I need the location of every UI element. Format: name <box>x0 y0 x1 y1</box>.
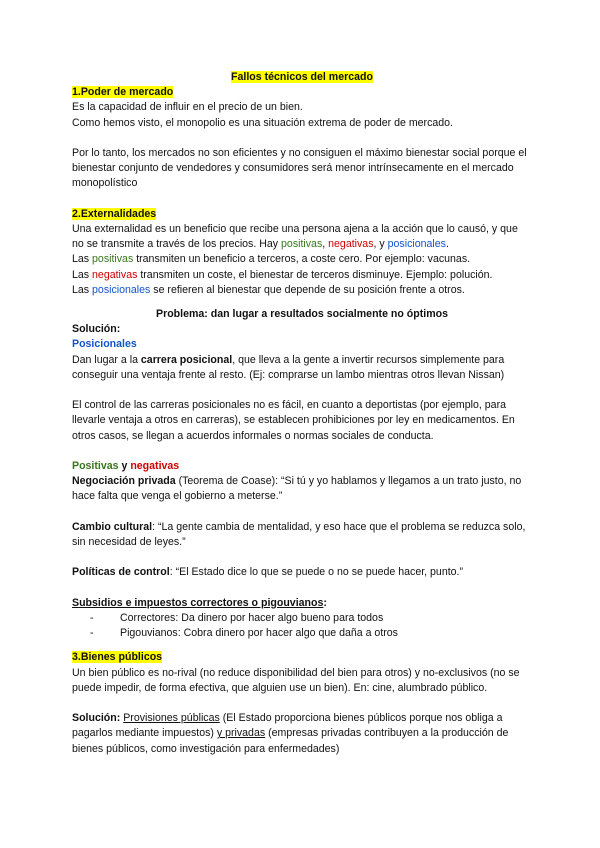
negociacion-privada: Negociación privada (Teorema de Coase): “Si tú y yo hablamos y llegamos a un trato justo, no hace falta que venga el gobierno a meterse.” <box>72 475 522 503</box>
posneg-heading: Positivas y negativas <box>72 460 180 473</box>
list-item: - Pigouvianos: Cobra dinero por hacer algo que daña a otros <box>90 626 532 641</box>
document-page <box>72 70 532 757</box>
posicionales-p2: El control de las carreras posicionales no es fácil, en cuanto a deportistas (por ejemplo, para llevarle ventaja a otros en carreras), se establecen prohibiciones por ley en medicamentos. En otros casos, se llegan a acuerdos informales o normas sociales de conducta. <box>72 399 515 442</box>
s2-negativas-line: Las negativas transmiten un coste, el bienestar de terceros disminuye. Ejemplo: polución. <box>72 268 493 281</box>
s2-positivas-line: Las positivas transmiten un beneficio a terceros, a coste cero. Por ejemplo: vacunas. <box>72 253 471 266</box>
list-item: - Correctores: Da dinero por hacer algo bueno para todos <box>90 611 532 626</box>
s2-intro: Una externalidad es un beneficio que recibe una persona ajena a la acción que lo causó, y que no se transmite a través de los precios. Hay positivas, negativas, y posicionales. <box>72 223 518 251</box>
s1-line2: Como hemos visto, el monopolio es una situación extrema de poder de mercado. <box>72 116 453 129</box>
s3-solucion: Solución: Provisiones públicas (El Estado proporciona bienes públicos porque nos obliga a pagarlos mediante impuestos) y privadas (empresas privadas contribuyen a la producción de bienes públicos, como investigación para enfermedades) <box>72 712 509 755</box>
s2-posicionales-line: Las posicionales se refieren al bienestar que depende de su posición frente a otros. <box>72 283 465 296</box>
s1-line1: Es la capacidad de influir en el precio de un bien. <box>72 101 303 114</box>
politicas-control: Políticas de control: “El Estado dice lo que se puede o no se puede hacer, punto.” <box>72 566 464 579</box>
subsidios-heading: Subsidios e impuestos correctores o pigouvianos: <box>72 596 327 609</box>
subsidios-list <box>72 611 532 641</box>
posicionales-heading: Posicionales <box>72 338 137 351</box>
problema-heading: Problema: dan lugar a resultados socialmente no óptimos <box>156 308 448 321</box>
s1-paragraph: Por lo tanto, los mercados no son eficientes y no consiguen el máximo bienestar social porque el bienestar conjunto de vendedores y consumidores será menor intrínsecamente en el mercado monopolístico <box>72 147 527 190</box>
solucion-label: Solución: <box>72 323 121 336</box>
section-3-heading: 3.Bienes públicos <box>72 651 163 664</box>
section-1-heading: 1.Poder de mercado <box>72 86 174 99</box>
s3-paragraph: Un bien público es no-rival (no reduce disponibilidad del bien para otros) y no-exclusivos (no se puede impedir, de forma efectiva, que alguien use un bien). En: cine, alumbrado público. <box>72 666 520 694</box>
page-title: Fallos técnicos del mercado <box>231 71 373 83</box>
cambio-cultural: Cambio cultural: “La gente cambia de mentalidad, y eso hace que el problema se reduzca solo, sin necesidad de leyes.” <box>72 520 526 549</box>
section-2-heading: 2.Externalidades <box>72 207 157 220</box>
posicionales-p1: Dan lugar a la carrera posicional, que lleva a la gente a invertir recursos simplemente para conseguir una ventaja frente al resto. (Ej: comprarse un lambo mientras otros llevan Nissan) <box>72 353 505 381</box>
